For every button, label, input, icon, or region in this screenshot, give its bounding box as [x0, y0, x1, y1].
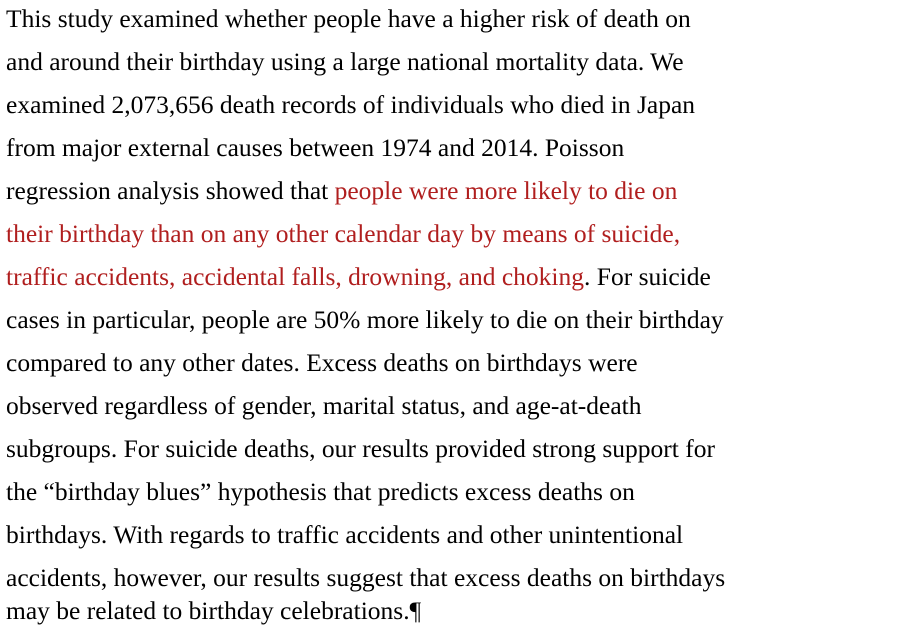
text-line-13: [6, 520, 683, 564]
highlighted-text: their birthday than on any other calendar day by means of suicide,: [6, 219, 681, 248]
line-text: This study examined whether people have a higher risk of death on: [6, 4, 691, 33]
line-text: accidents, however, our results suggest that excess deaths on birthdays: [6, 563, 726, 592]
highlighted-text: people were more likely to die on: [334, 176, 678, 205]
line-text: . For suicide: [584, 262, 711, 291]
text-line-7: [6, 262, 711, 306]
text-line-6: [6, 219, 680, 263]
text-line-1: [6, 4, 691, 48]
line-text: cases in particular, people are 50% more likely to die on their birthday: [6, 305, 724, 334]
line-text: regression analysis showed that: [6, 176, 335, 205]
line-text: may be related to birthday celebrations.¶: [6, 596, 422, 625]
line-text: and around their birthday using a large national mortality data. We: [6, 47, 684, 76]
text-line-5: [6, 176, 677, 220]
line-text: birthdays. With regards to traffic accidents and other unintentional: [6, 520, 684, 549]
highlighted-text: traffic accidents, accidental falls, drowning, and choking: [6, 262, 585, 291]
text-line-8: [6, 305, 724, 349]
text-line-4: [6, 133, 624, 177]
line-text: subgroups. For suicide deaths, our results provided strong support for: [6, 434, 715, 463]
text-line-12: [6, 477, 635, 521]
line-text: observed regardless of gender, marital status, and age-at-death: [6, 391, 642, 420]
text-line-2: [6, 47, 684, 91]
text-line-9: [6, 348, 638, 392]
line-text: from major external causes between 1974 and 2014. Poisson: [6, 133, 625, 162]
text-line-15: [6, 596, 421, 640]
text-line-10: [6, 391, 642, 435]
line-text: compared to any other dates. Excess deaths on birthdays were: [6, 348, 638, 377]
line-text: examined 2,073,656 death records of individuals who died in Japan: [6, 90, 696, 119]
line-text: the “birthday blues” hypothesis that predicts excess deaths on: [6, 477, 635, 506]
text-line-11: [6, 434, 715, 478]
text-line-3: [6, 90, 695, 134]
